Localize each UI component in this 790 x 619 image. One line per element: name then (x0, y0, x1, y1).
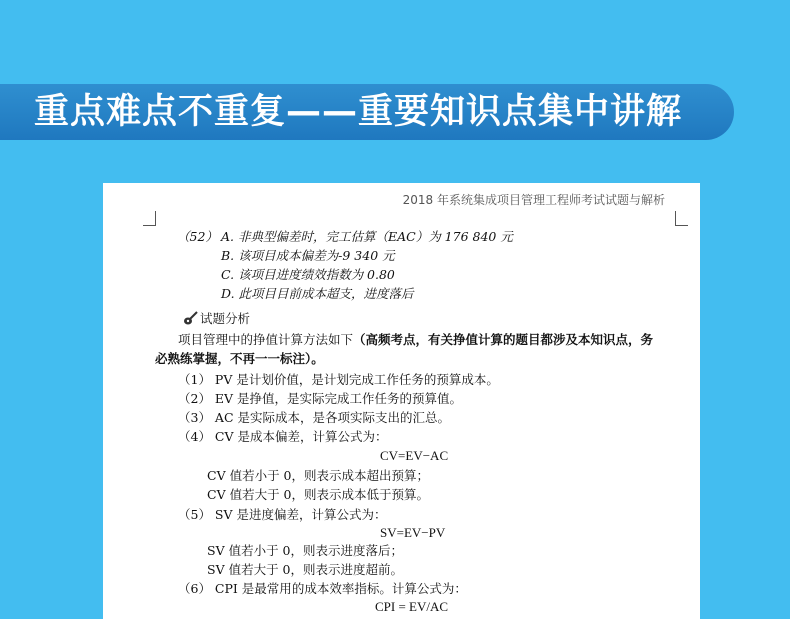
running-head: 2018 年系统集成项目管理工程师考试试题与解析 (402, 193, 665, 207)
option-d: D. 此项目目前成本超支，进度落后 (221, 286, 414, 301)
analysis-label: 试题分析 (200, 311, 251, 326)
crop-mark-right (675, 211, 676, 225)
header-banner (0, 84, 734, 140)
crop-mark-right-h (675, 225, 688, 226)
crop-mark-left (155, 211, 156, 225)
formula-cv: CV=EV−AC (380, 448, 449, 463)
line-cpi: （6） CPI 是最常用的成本效率指标。计算公式为： (178, 581, 467, 596)
intro-line-2: 必熟练掌握，不再一一标注）。 (155, 351, 324, 366)
cv-note-positive: CV 值若大于 0，则表示成本低于预算。 (207, 487, 429, 502)
intro-plain: 项目管理中的挣值计算方法如下 (178, 332, 354, 347)
intro-bold-1: （高频考点，有关挣值计算的题目都涉及本知识点，务 (353, 332, 654, 347)
line-ac: （3） AC 是实际成本，是各项实际支出的汇总。 (178, 410, 450, 425)
sv-note-positive: SV 值若大于 0，则表示进度超前。 (207, 562, 403, 577)
line-pv: （1） PV 是计划价值，是计划完成工作任务的预算成本。 (178, 372, 499, 387)
crop-mark-left-h (143, 225, 156, 226)
line-ev: （2） EV 是挣值，是实际完成工作任务的预算值。 (178, 391, 463, 406)
book-page (103, 183, 700, 619)
option-c: C. 该项目进度绩效指数为 0.80 (221, 267, 395, 282)
formula-cpi: CPI = EV/AC (375, 599, 449, 614)
question-number: （52） (177, 229, 218, 244)
formula-sv: SV=EV−PV (380, 525, 446, 540)
intro-line-1 (178, 332, 653, 348)
banner-title: 重点难点不重复——重要知识点集中讲解 (34, 92, 683, 132)
line-sv: （5） SV 是进度偏差，计算公式为： (178, 507, 387, 522)
option-a: A. 非典型偏差时，完工估算（EAC）为 176 840 元 (221, 229, 513, 244)
option-b: B. 该项目成本偏差为-9 340 元 (221, 248, 395, 263)
cv-note-negative: CV 值若小于 0，则表示成本超出预算； (207, 468, 429, 483)
line-cv: （4） CV 是成本偏差，计算公式为： (178, 429, 388, 444)
sv-note-negative: SV 值若小于 0，则表示进度落后； (207, 543, 403, 558)
guitar-icon (183, 310, 199, 326)
